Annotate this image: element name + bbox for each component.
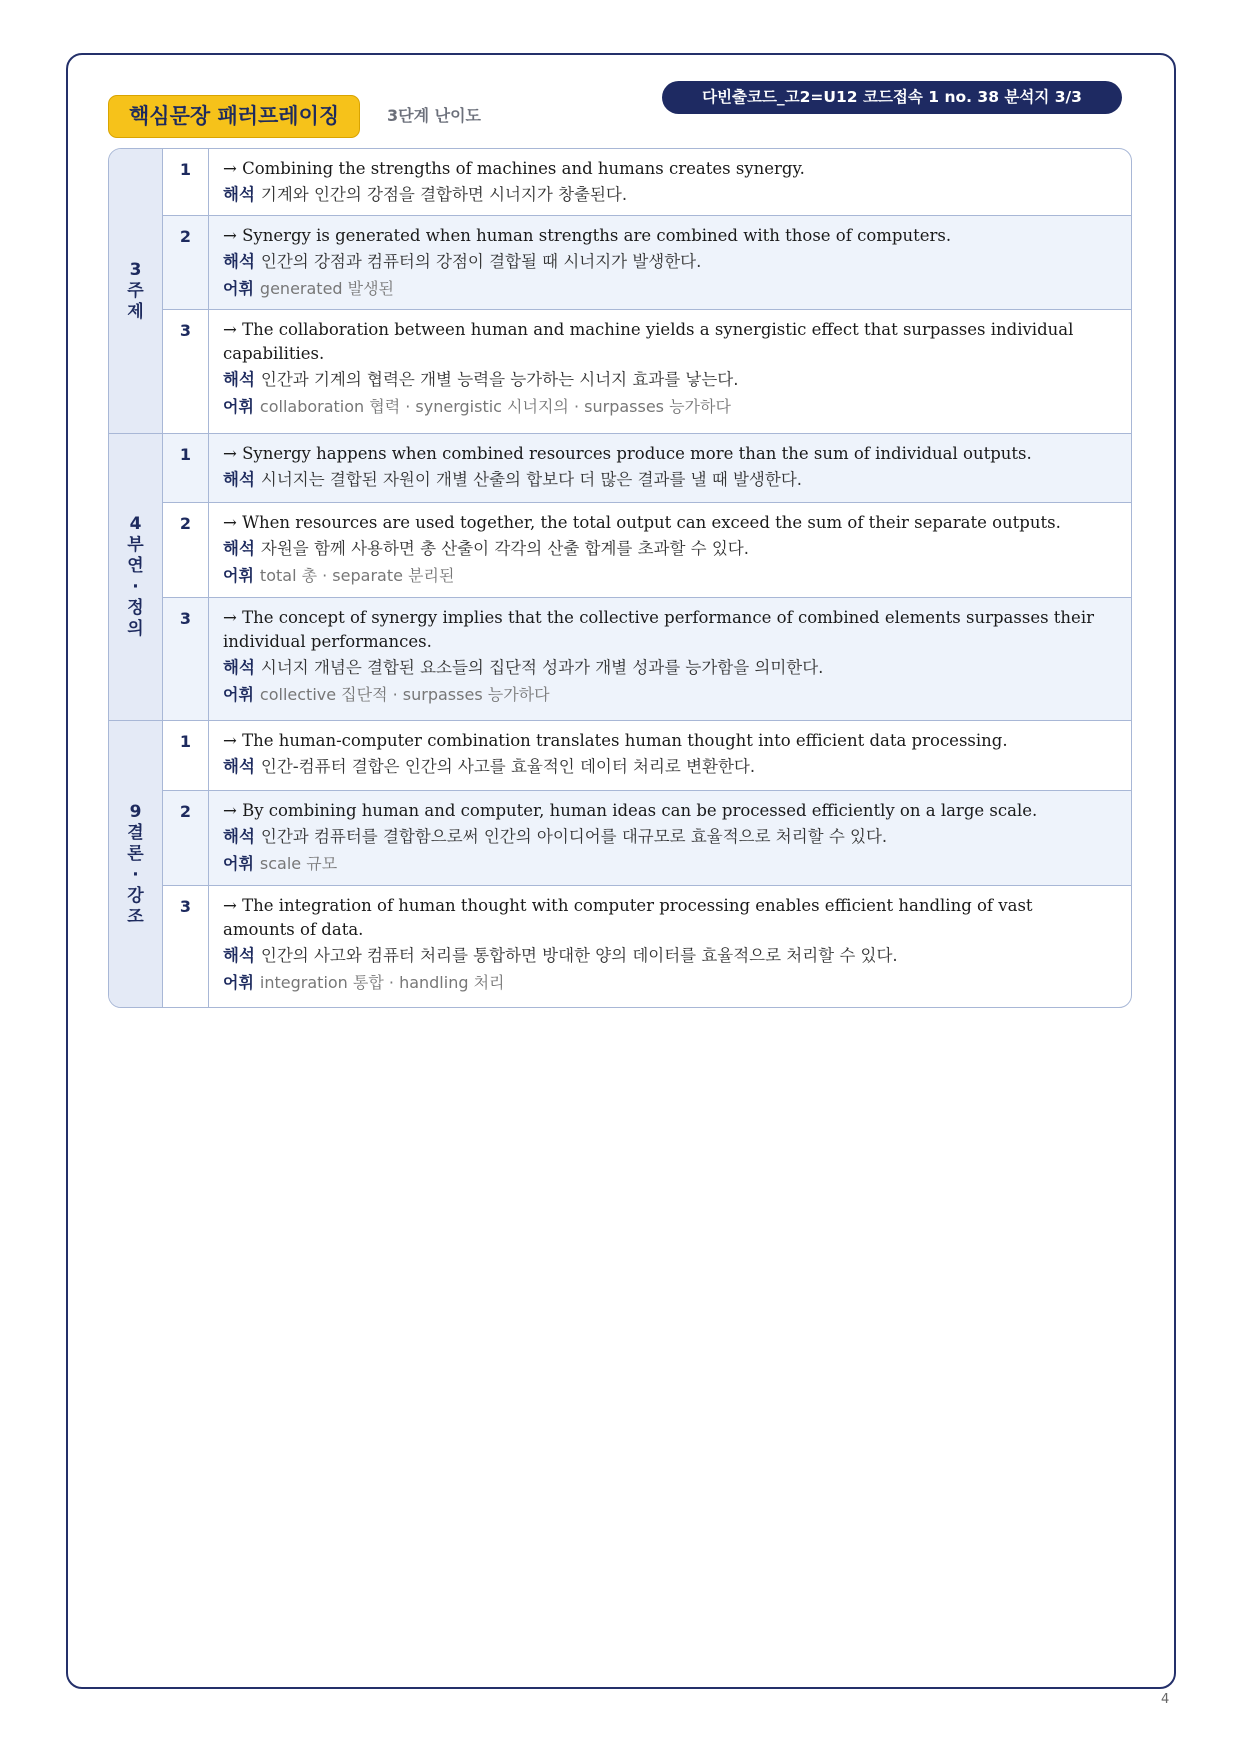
korean-translation (223, 823, 1103, 850)
row-content (223, 606, 1103, 708)
translation-text: 자원을 함께 사용하면 총 산출이 각각의 산출 합계를 초과할 수 있다. (260, 539, 749, 558)
category-label: 4부연·정의 (127, 514, 144, 639)
korean-translation (223, 181, 1103, 208)
group-conclusion (109, 720, 1131, 1008)
table-row (163, 149, 1131, 215)
table-row (163, 434, 1131, 502)
row-content (223, 157, 1103, 208)
translation-text: 인간과 기계의 협력은 개별 능력을 능가하는 시너지 효과를 낳는다. (260, 370, 739, 389)
vocab-text: integration 통합 · handling 처리 (259, 973, 505, 992)
table-row (163, 885, 1131, 1008)
vocabulary-line (223, 969, 1103, 996)
interpretation-tag: 해석 (223, 185, 255, 204)
table-row (163, 309, 1131, 433)
english-sentence: → Synergy is generated when human strengths are combined with those of computers. (223, 226, 952, 245)
vocab-text: total 총 · separate 분리된 (259, 566, 455, 585)
korean-translation (223, 535, 1103, 562)
translation-text: 인간의 강점과 컴퓨터의 강점이 결합될 때 시너지가 발생한다. (260, 252, 702, 271)
category-label: 9결론·강조 (127, 802, 144, 927)
translation-text: 시너지 개념은 결합된 요소들의 집단적 성과가 개별 성과를 능가함을 의미한다. (260, 658, 824, 677)
row-content (223, 511, 1103, 589)
group-definition (109, 433, 1131, 720)
row-number: 3 (163, 310, 209, 433)
vocab-text: generated 발생된 (259, 279, 395, 298)
translation-text: 시너지는 결합된 자원이 개별 산출의 합보다 더 많은 결과를 낼 때 발생한다. (260, 470, 802, 489)
vocab-tag: 어휘 (223, 685, 254, 704)
korean-translation (223, 466, 1103, 493)
interpretation-tag: 해석 (223, 470, 255, 489)
table-row (163, 502, 1131, 597)
row-content (223, 442, 1103, 493)
table-row (163, 215, 1131, 309)
row-number: 3 (163, 886, 209, 1008)
english-sentence: → The human-computer combination translates human thought into efficient data processing. (223, 731, 1008, 750)
korean-translation (223, 654, 1103, 681)
interpretation-tag: 해석 (223, 658, 255, 677)
english-sentence: → The collaboration between human and machine yields a synergistic effect that surpasses individual capabilities. (223, 320, 1074, 363)
page-number: 4 (1161, 1692, 1170, 1707)
vocab-tag: 어휘 (223, 973, 254, 992)
interpretation-tag: 해석 (223, 539, 255, 558)
translation-text: 인간과 컴퓨터를 결합함으로써 인간의 아이디어를 대규모로 효율적으로 처리할 수 있다. (260, 827, 888, 846)
row-number: 2 (163, 791, 209, 885)
interpretation-tag: 해석 (223, 252, 255, 271)
vocab-text: collective 집단적 · surpasses 능가하다 (259, 685, 550, 704)
row-number: 1 (163, 721, 209, 790)
vocab-tag: 어휘 (223, 566, 254, 585)
translation-text: 인간의 사고와 컴퓨터 처리를 통합하면 방대한 양의 데이터를 효율적으로 처리할 수 있다. (260, 946, 898, 965)
vocabulary-line (223, 275, 1103, 302)
english-sentence: → Synergy happens when combined resources produce more than the sum of individual outputs. (223, 444, 1032, 463)
korean-translation (223, 753, 1103, 780)
category-cell (109, 721, 163, 1008)
vocabulary-line (223, 562, 1103, 589)
korean-translation (223, 366, 1103, 393)
access-code-badge: 다빈출코드_고2=U12 코드접속 1 no. 38 분석지 3/3 (662, 81, 1122, 114)
korean-translation (223, 942, 1103, 969)
vocab-tag: 어휘 (223, 854, 254, 873)
row-content (223, 894, 1103, 996)
table-row (163, 597, 1131, 721)
interpretation-tag: 해석 (223, 827, 255, 846)
interpretation-tag: 해석 (223, 757, 255, 776)
category-label: 3주제 (127, 259, 144, 322)
section-title-badge: 핵심문장 패러프레이징 (108, 95, 360, 138)
difficulty-level: 3단계 난이도 (387, 106, 481, 125)
vocabulary-line (223, 681, 1103, 708)
english-sentence: → By combining human and computer, human ideas can be processed efficiently on a large scale. (223, 801, 1038, 820)
vocab-tag: 어휘 (223, 397, 254, 416)
english-sentence: → When resources are used together, the total output can exceed the sum of their separate outputs. (223, 513, 1061, 532)
table-row (163, 721, 1131, 790)
row-number: 2 (163, 503, 209, 597)
vocab-tag: 어휘 (223, 279, 254, 298)
translation-text: 인간-컴퓨터 결합은 인간의 사고를 효율적인 데이터 처리로 변환한다. (260, 757, 756, 776)
table-row (163, 790, 1131, 885)
english-sentence: → The concept of synergy implies that the collective performance of combined elements surpasses their individual performances. (223, 608, 1094, 651)
vocabulary-line (223, 393, 1103, 420)
row-number: 3 (163, 598, 209, 721)
korean-translation (223, 248, 1103, 275)
translation-text: 기계와 인간의 강점을 결합하면 시너지가 창출된다. (260, 185, 628, 204)
group-topic (109, 149, 1131, 433)
category-cell (109, 434, 163, 720)
row-content (223, 729, 1103, 780)
row-number: 1 (163, 434, 209, 502)
english-sentence: → The integration of human thought with computer processing enables efficient handling of vast amounts of data. (223, 896, 1033, 939)
row-number: 1 (163, 149, 209, 215)
vocabulary-line (223, 850, 1103, 877)
row-content (223, 224, 1103, 302)
paraphrase-table (108, 148, 1132, 1008)
category-cell (109, 149, 163, 433)
vocab-text: collaboration 협력 · synergistic 시너지의 · surpasses 능가하다 (259, 397, 731, 416)
row-content (223, 799, 1103, 877)
interpretation-tag: 해석 (223, 946, 255, 965)
english-sentence: → Combining the strengths of machines and humans creates synergy. (223, 159, 805, 178)
row-content (223, 318, 1103, 420)
interpretation-tag: 해석 (223, 370, 255, 389)
row-number: 2 (163, 216, 209, 309)
vocab-text: scale 규모 (259, 854, 338, 873)
